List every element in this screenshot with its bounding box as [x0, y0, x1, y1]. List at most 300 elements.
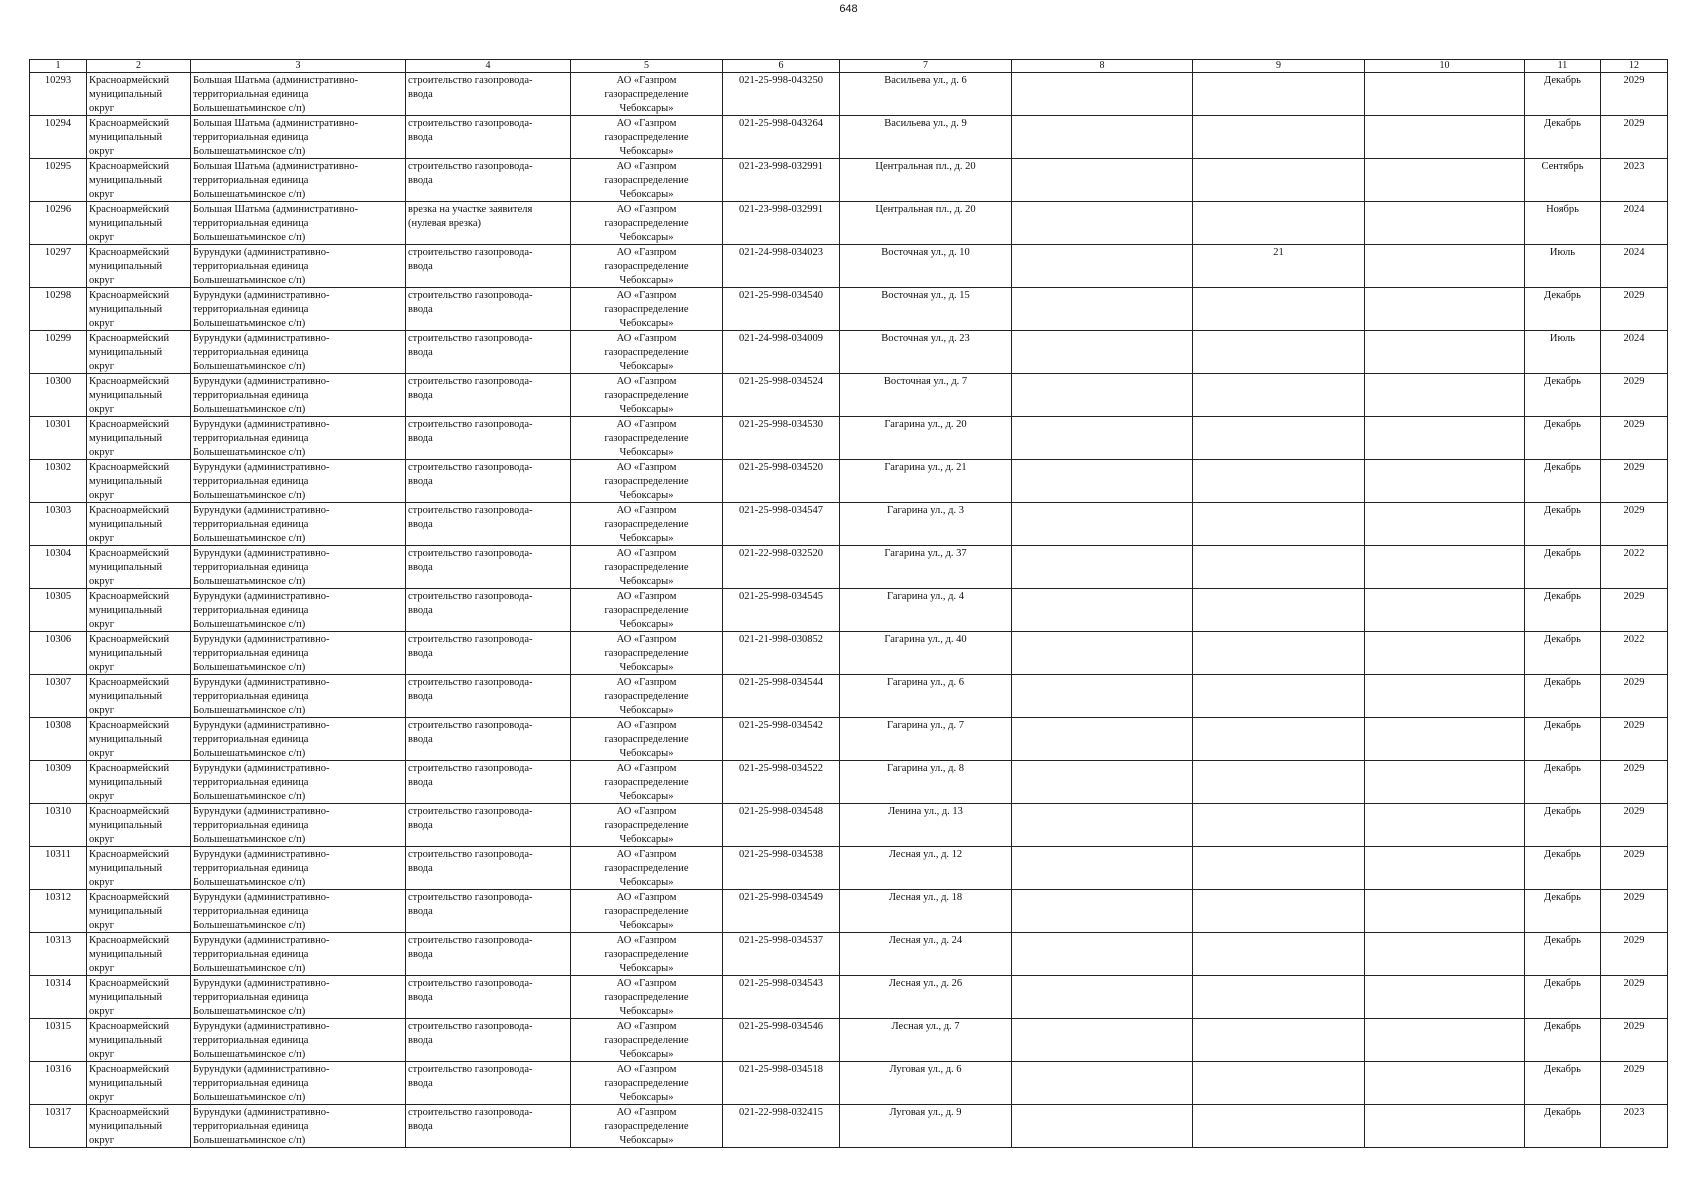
address: Восточная ул., д. 7 [883, 376, 968, 387]
settlement-line: Большешатьминское с/п) [193, 705, 306, 716]
year-cell [1601, 1062, 1668, 1105]
month-cell [1525, 460, 1601, 503]
address-cell [840, 374, 1012, 417]
year-cell [1601, 761, 1668, 804]
settlement-line: Большешатьминское с/п) [193, 318, 306, 329]
organization-line: АО «Газпром [616, 548, 677, 559]
row-number: 10316 [44, 1064, 72, 1075]
column-10-cell [1365, 718, 1525, 761]
organization-line: АО «Газпром [616, 720, 677, 731]
district-line: муниципальный [89, 820, 163, 831]
organization-line: Чебоксары» [619, 533, 674, 544]
year: 2029 [1623, 849, 1645, 860]
settlement-cell [191, 331, 406, 374]
work-type-cell [406, 761, 571, 804]
year: 2029 [1623, 591, 1645, 602]
year: 2029 [1623, 935, 1645, 946]
district-cell [87, 1019, 191, 1062]
settlement-line: Большешатьминское с/п) [193, 189, 306, 200]
district-cell [87, 331, 191, 374]
organization-cell [571, 804, 723, 847]
district-line: Красноармейский [89, 806, 170, 817]
organization-line: газораспределение [604, 992, 689, 1003]
column-8-cell [1012, 804, 1193, 847]
settlement-line: территориальная единица [193, 433, 309, 444]
address-cell [840, 761, 1012, 804]
month-cell [1525, 1019, 1601, 1062]
month-cell [1525, 159, 1601, 202]
settlement-cell [191, 632, 406, 675]
settlement-line: Большешатьминское с/п) [193, 748, 306, 759]
settlement-line: Большешатьминское с/п) [193, 404, 306, 415]
work-type-line: ввода [408, 519, 433, 530]
table-row [30, 933, 1668, 976]
work-type-cell [406, 847, 571, 890]
work-type-cell [406, 73, 571, 116]
district-line: муниципальный [89, 476, 163, 487]
month-cell [1525, 632, 1601, 675]
object-code: 021-23-998-032991 [739, 204, 823, 215]
organization-line: Чебоксары» [619, 232, 674, 243]
district-line: муниципальный [89, 605, 163, 616]
organization-line: газораспределение [604, 820, 689, 831]
district-line: Красноармейский [89, 763, 170, 774]
column-8-cell [1012, 675, 1193, 718]
organization-line: Чебоксары» [619, 318, 674, 329]
table-row [30, 890, 1668, 933]
address-cell [840, 632, 1012, 675]
address: Гагарина ул., д. 8 [887, 763, 964, 774]
work-type-cell [406, 288, 571, 331]
object-code: 021-25-998-034538 [739, 849, 823, 860]
address-cell [840, 331, 1012, 374]
settlement-line: Большешатьминское с/п) [193, 619, 306, 630]
table-row [30, 503, 1668, 546]
month: Декабрь [1544, 849, 1581, 860]
district-cell [87, 847, 191, 890]
column-header: 10 [1365, 60, 1525, 73]
organization-cell [571, 933, 723, 976]
settlement-line: Большешатьминское с/п) [193, 533, 306, 544]
settlement-line: Большешатьминское с/п) [193, 576, 306, 587]
address: Лесная ул., д. 24 [888, 935, 963, 946]
organization-line: АО «Газпром [616, 376, 677, 387]
district-line: Красноармейский [89, 290, 170, 301]
object-code: 021-25-998-034549 [739, 892, 823, 903]
settlement-line: Бурундуки (административно- [193, 462, 330, 473]
organization-line: Чебоксары» [619, 1092, 674, 1103]
column-10-cell [1365, 933, 1525, 976]
month-cell [1525, 933, 1601, 976]
settlement-line: территориальная единица [193, 218, 309, 229]
table-row [30, 1019, 1668, 1062]
district-line: Красноармейский [89, 1107, 170, 1118]
object-code: 021-25-998-034524 [739, 376, 823, 387]
row-number-cell [30, 374, 87, 417]
work-type-cell [406, 546, 571, 589]
work-type-line: строительство газопровода- [408, 419, 533, 430]
organization-line: Чебоксары» [619, 705, 674, 716]
settlement-cell [191, 1019, 406, 1062]
district-line: муниципальный [89, 562, 163, 573]
organization-line: АО «Газпром [616, 290, 677, 301]
column-9-cell [1193, 890, 1365, 933]
row-number-cell [30, 761, 87, 804]
work-type-cell [406, 503, 571, 546]
district-line: округ [89, 533, 115, 544]
work-type-line: строительство газопровода- [408, 505, 533, 516]
settlement-line: территориальная единица [193, 734, 309, 745]
organization-line: Чебоксары» [619, 189, 674, 200]
work-type-line: ввода [408, 949, 433, 960]
work-type-line: строительство газопровода- [408, 634, 533, 645]
address-cell [840, 116, 1012, 159]
object-code: 021-25-998-034547 [739, 505, 823, 516]
district-line: Красноармейский [89, 1064, 170, 1075]
year: 2029 [1623, 720, 1645, 731]
work-type-line: строительство газопровода- [408, 591, 533, 602]
organization-line: Чебоксары» [619, 748, 674, 759]
object-code: 021-25-998-034522 [739, 763, 823, 774]
row-number: 10297 [44, 247, 72, 258]
work-type-line: строительство газопровода- [408, 978, 533, 989]
work-type-line: ввода [408, 691, 433, 702]
settlement-line: Бурундуки (административно- [193, 677, 330, 688]
row-number-cell [30, 1062, 87, 1105]
district-line: округ [89, 404, 115, 415]
district-cell [87, 546, 191, 589]
row-number: 10314 [44, 978, 72, 989]
column-10-cell [1365, 761, 1525, 804]
settlement-line: Большешатьминское с/п) [193, 447, 306, 458]
work-type-line: строительство газопровода- [408, 548, 533, 559]
column-header: 1 [30, 60, 87, 73]
work-type-cell [406, 417, 571, 460]
settlement-line: территориальная единица [193, 949, 309, 960]
district-cell [87, 890, 191, 933]
settlement-line: Большешатьминское с/п) [193, 920, 306, 931]
address: Восточная ул., д. 10 [881, 247, 970, 258]
row-number-cell [30, 503, 87, 546]
organization-cell [571, 1062, 723, 1105]
year-cell [1601, 804, 1668, 847]
district-line: Красноармейский [89, 1021, 170, 1032]
organization-line: Чебоксары» [619, 920, 674, 931]
column-9-cell [1193, 546, 1365, 589]
column-8-cell [1012, 1062, 1193, 1105]
organization-line: газораспределение [604, 734, 689, 745]
year: 2024 [1623, 204, 1645, 215]
address-cell [840, 417, 1012, 460]
settlement-line: Большешатьминское с/п) [193, 1049, 306, 1060]
column-9-cell [1193, 503, 1365, 546]
object-code-cell [723, 331, 840, 374]
settlement-line: Бурундуки (административно- [193, 720, 330, 731]
district-line: округ [89, 920, 115, 931]
work-type-line: строительство газопровода- [408, 333, 533, 344]
organization-line: АО «Газпром [616, 1107, 677, 1118]
organization-line: газораспределение [604, 863, 689, 874]
organization-line: газораспределение [604, 261, 689, 272]
year: 2029 [1623, 376, 1645, 387]
organization-line: Чебоксары» [619, 404, 674, 415]
year-cell [1601, 73, 1668, 116]
table-row [30, 546, 1668, 589]
district-cell [87, 589, 191, 632]
district-line: округ [89, 619, 115, 630]
month: Декабрь [1544, 376, 1581, 387]
organization-line: газораспределение [604, 777, 689, 788]
settlement-line: Большая Шатьма (административно- [193, 75, 359, 86]
settlement-line: Бурундуки (административно- [193, 1107, 330, 1118]
settlement-line: Бурундуки (административно- [193, 1021, 330, 1032]
row-number: 10312 [44, 892, 72, 903]
object-code-cell [723, 460, 840, 503]
address-cell [840, 288, 1012, 331]
district-line: округ [89, 189, 115, 200]
district-line: муниципальный [89, 1035, 163, 1046]
year-cell [1601, 933, 1668, 976]
organization-cell [571, 976, 723, 1019]
organization-line: Чебоксары» [619, 275, 674, 286]
district-line: муниципальный [89, 175, 163, 186]
district-line: муниципальный [89, 863, 163, 874]
settlement-line: Большешатьминское с/п) [193, 275, 306, 286]
object-code-cell [723, 73, 840, 116]
settlement-line: Бурундуки (административно- [193, 505, 330, 516]
organization-cell [571, 589, 723, 632]
column-8-cell [1012, 1105, 1193, 1148]
district-line: Красноармейский [89, 204, 170, 215]
row-number: 10301 [44, 419, 72, 430]
month-cell [1525, 761, 1601, 804]
table-row [30, 417, 1668, 460]
column-9-cell [1193, 804, 1365, 847]
district-line: Красноармейский [89, 591, 170, 602]
object-code-cell [723, 202, 840, 245]
address-cell [840, 890, 1012, 933]
object-code-cell [723, 804, 840, 847]
row-number: 10296 [44, 204, 72, 215]
district-line: Красноармейский [89, 118, 170, 129]
organization-cell [571, 288, 723, 331]
column-9-cell [1193, 933, 1365, 976]
district-line: муниципальный [89, 390, 163, 401]
organization-cell [571, 761, 723, 804]
work-type-line: ввода [408, 261, 433, 272]
object-code-cell [723, 546, 840, 589]
object-code: 021-24-998-034009 [739, 333, 823, 344]
year: 2022 [1623, 548, 1645, 559]
object-code-cell [723, 1062, 840, 1105]
settlement-line: территориальная единица [193, 906, 309, 917]
column-8-cell [1012, 847, 1193, 890]
work-type-line: ввода [408, 605, 433, 616]
address: Гагарина ул., д. 6 [887, 677, 964, 688]
address-cell [840, 933, 1012, 976]
district-cell [87, 374, 191, 417]
work-type-cell [406, 460, 571, 503]
month: Июль [1549, 247, 1576, 258]
object-code-cell [723, 374, 840, 417]
organization-line: АО «Газпром [616, 634, 677, 645]
column-9-cell [1193, 116, 1365, 159]
row-number-cell [30, 632, 87, 675]
district-line: округ [89, 490, 115, 501]
address: Гагарина ул., д. 20 [884, 419, 967, 430]
district-line: муниципальный [89, 949, 163, 960]
month-cell [1525, 589, 1601, 632]
year: 2029 [1623, 462, 1645, 473]
year-cell [1601, 1105, 1668, 1148]
table-body [30, 73, 1668, 1148]
address-cell [840, 546, 1012, 589]
settlement-cell [191, 890, 406, 933]
row-number: 10304 [44, 548, 72, 559]
object-code: 021-25-998-034546 [739, 1021, 823, 1032]
organization-cell [571, 116, 723, 159]
object-code-cell [723, 976, 840, 1019]
organization-line: Чебоксары» [619, 490, 674, 501]
organization-line: газораспределение [604, 648, 689, 659]
month-cell [1525, 288, 1601, 331]
column-8-cell [1012, 159, 1193, 202]
work-type-line: ввода [408, 476, 433, 487]
settlement-line: Бурундуки (административно- [193, 1064, 330, 1075]
column-8-cell [1012, 503, 1193, 546]
work-type-cell [406, 245, 571, 288]
settlement-line: территориальная единица [193, 1078, 309, 1089]
organization-cell [571, 1105, 723, 1148]
column-header: 2 [87, 60, 191, 73]
column-8-cell [1012, 546, 1193, 589]
work-type-cell [406, 804, 571, 847]
district-line: округ [89, 662, 115, 673]
column-header: 3 [191, 60, 406, 73]
settlement-line: территориальная единица [193, 390, 309, 401]
row-number-cell [30, 675, 87, 718]
organization-line: АО «Газпром [616, 677, 677, 688]
row-number-cell [30, 460, 87, 503]
district-line: округ [89, 275, 115, 286]
work-type-cell [406, 890, 571, 933]
settlement-line: Бурундуки (административно- [193, 591, 330, 602]
column-8-cell [1012, 460, 1193, 503]
organization-line: газораспределение [604, 1121, 689, 1132]
organization-cell [571, 1019, 723, 1062]
object-code: 021-21-998-030852 [739, 634, 823, 645]
district-line: округ [89, 877, 115, 888]
month-cell [1525, 976, 1601, 1019]
settlement-line: Большешатьминское с/п) [193, 1135, 306, 1146]
object-code-cell [723, 1105, 840, 1148]
settlement-cell [191, 933, 406, 976]
settlement-cell [191, 546, 406, 589]
district-line: муниципальный [89, 906, 163, 917]
object-code: 021-25-998-034543 [739, 978, 823, 989]
object-code-cell [723, 417, 840, 460]
column-header: 12 [1601, 60, 1668, 73]
month: Декабрь [1544, 1107, 1581, 1118]
settlement-cell [191, 245, 406, 288]
work-type-line: строительство газопровода- [408, 892, 533, 903]
year: 2029 [1623, 1021, 1645, 1032]
month: Декабрь [1544, 978, 1581, 989]
work-type-cell [406, 1105, 571, 1148]
month-cell [1525, 374, 1601, 417]
month-cell [1525, 116, 1601, 159]
table-row [30, 804, 1668, 847]
object-code-cell [723, 1019, 840, 1062]
row-number: 10295 [44, 161, 72, 172]
settlement-line: территориальная единица [193, 605, 309, 616]
district-line: Красноармейский [89, 677, 170, 688]
settlement-cell [191, 503, 406, 546]
settlement-line: территориальная единица [193, 261, 309, 272]
year-cell [1601, 847, 1668, 890]
work-type-line: ввода [408, 89, 433, 100]
district-cell [87, 632, 191, 675]
month-cell [1525, 73, 1601, 116]
district-line: округ [89, 146, 115, 157]
year: 2023 [1623, 161, 1645, 172]
year: 2029 [1623, 978, 1645, 989]
district-cell [87, 288, 191, 331]
year-cell [1601, 890, 1668, 933]
work-type-line: ввода [408, 1121, 433, 1132]
work-type-line: ввода [408, 1078, 433, 1089]
month-cell [1525, 417, 1601, 460]
settlement-line: Большешатьминское с/п) [193, 232, 306, 243]
gas-connection-table [29, 59, 1668, 1148]
year: 2029 [1623, 118, 1645, 129]
row-number-cell [30, 116, 87, 159]
month: Сентябрь [1541, 161, 1584, 172]
address-cell [840, 159, 1012, 202]
settlement-line: территориальная единица [193, 175, 309, 186]
work-type-line: ввода [408, 863, 433, 874]
district-line: округ [89, 1092, 115, 1103]
table-row [30, 632, 1668, 675]
year-cell [1601, 976, 1668, 1019]
settlement-cell [191, 159, 406, 202]
work-type-line: строительство газопровода- [408, 1021, 533, 1032]
column-header: 8 [1012, 60, 1193, 73]
row-number: 10315 [44, 1021, 72, 1032]
year-cell [1601, 546, 1668, 589]
organization-line: АО «Газпром [616, 204, 677, 215]
column-10-cell [1365, 503, 1525, 546]
table-row [30, 288, 1668, 331]
object-code: 021-25-998-034544 [739, 677, 823, 688]
column-10-cell [1365, 331, 1525, 374]
district-cell [87, 116, 191, 159]
column-9-cell [1193, 159, 1365, 202]
settlement-cell [191, 374, 406, 417]
year: 2029 [1623, 1064, 1645, 1075]
object-code: 021-25-998-034530 [739, 419, 823, 430]
table-row [30, 460, 1668, 503]
organization-line: Чебоксары» [619, 103, 674, 114]
year: 2022 [1623, 634, 1645, 645]
district-line: Красноармейский [89, 978, 170, 989]
organization-cell [571, 159, 723, 202]
row-number: 10305 [44, 591, 72, 602]
column-header: 6 [723, 60, 840, 73]
work-type-line: врезка на участке заявителя [408, 204, 533, 215]
settlement-line: территориальная единица [193, 1121, 309, 1132]
column-9-cell [1193, 417, 1365, 460]
